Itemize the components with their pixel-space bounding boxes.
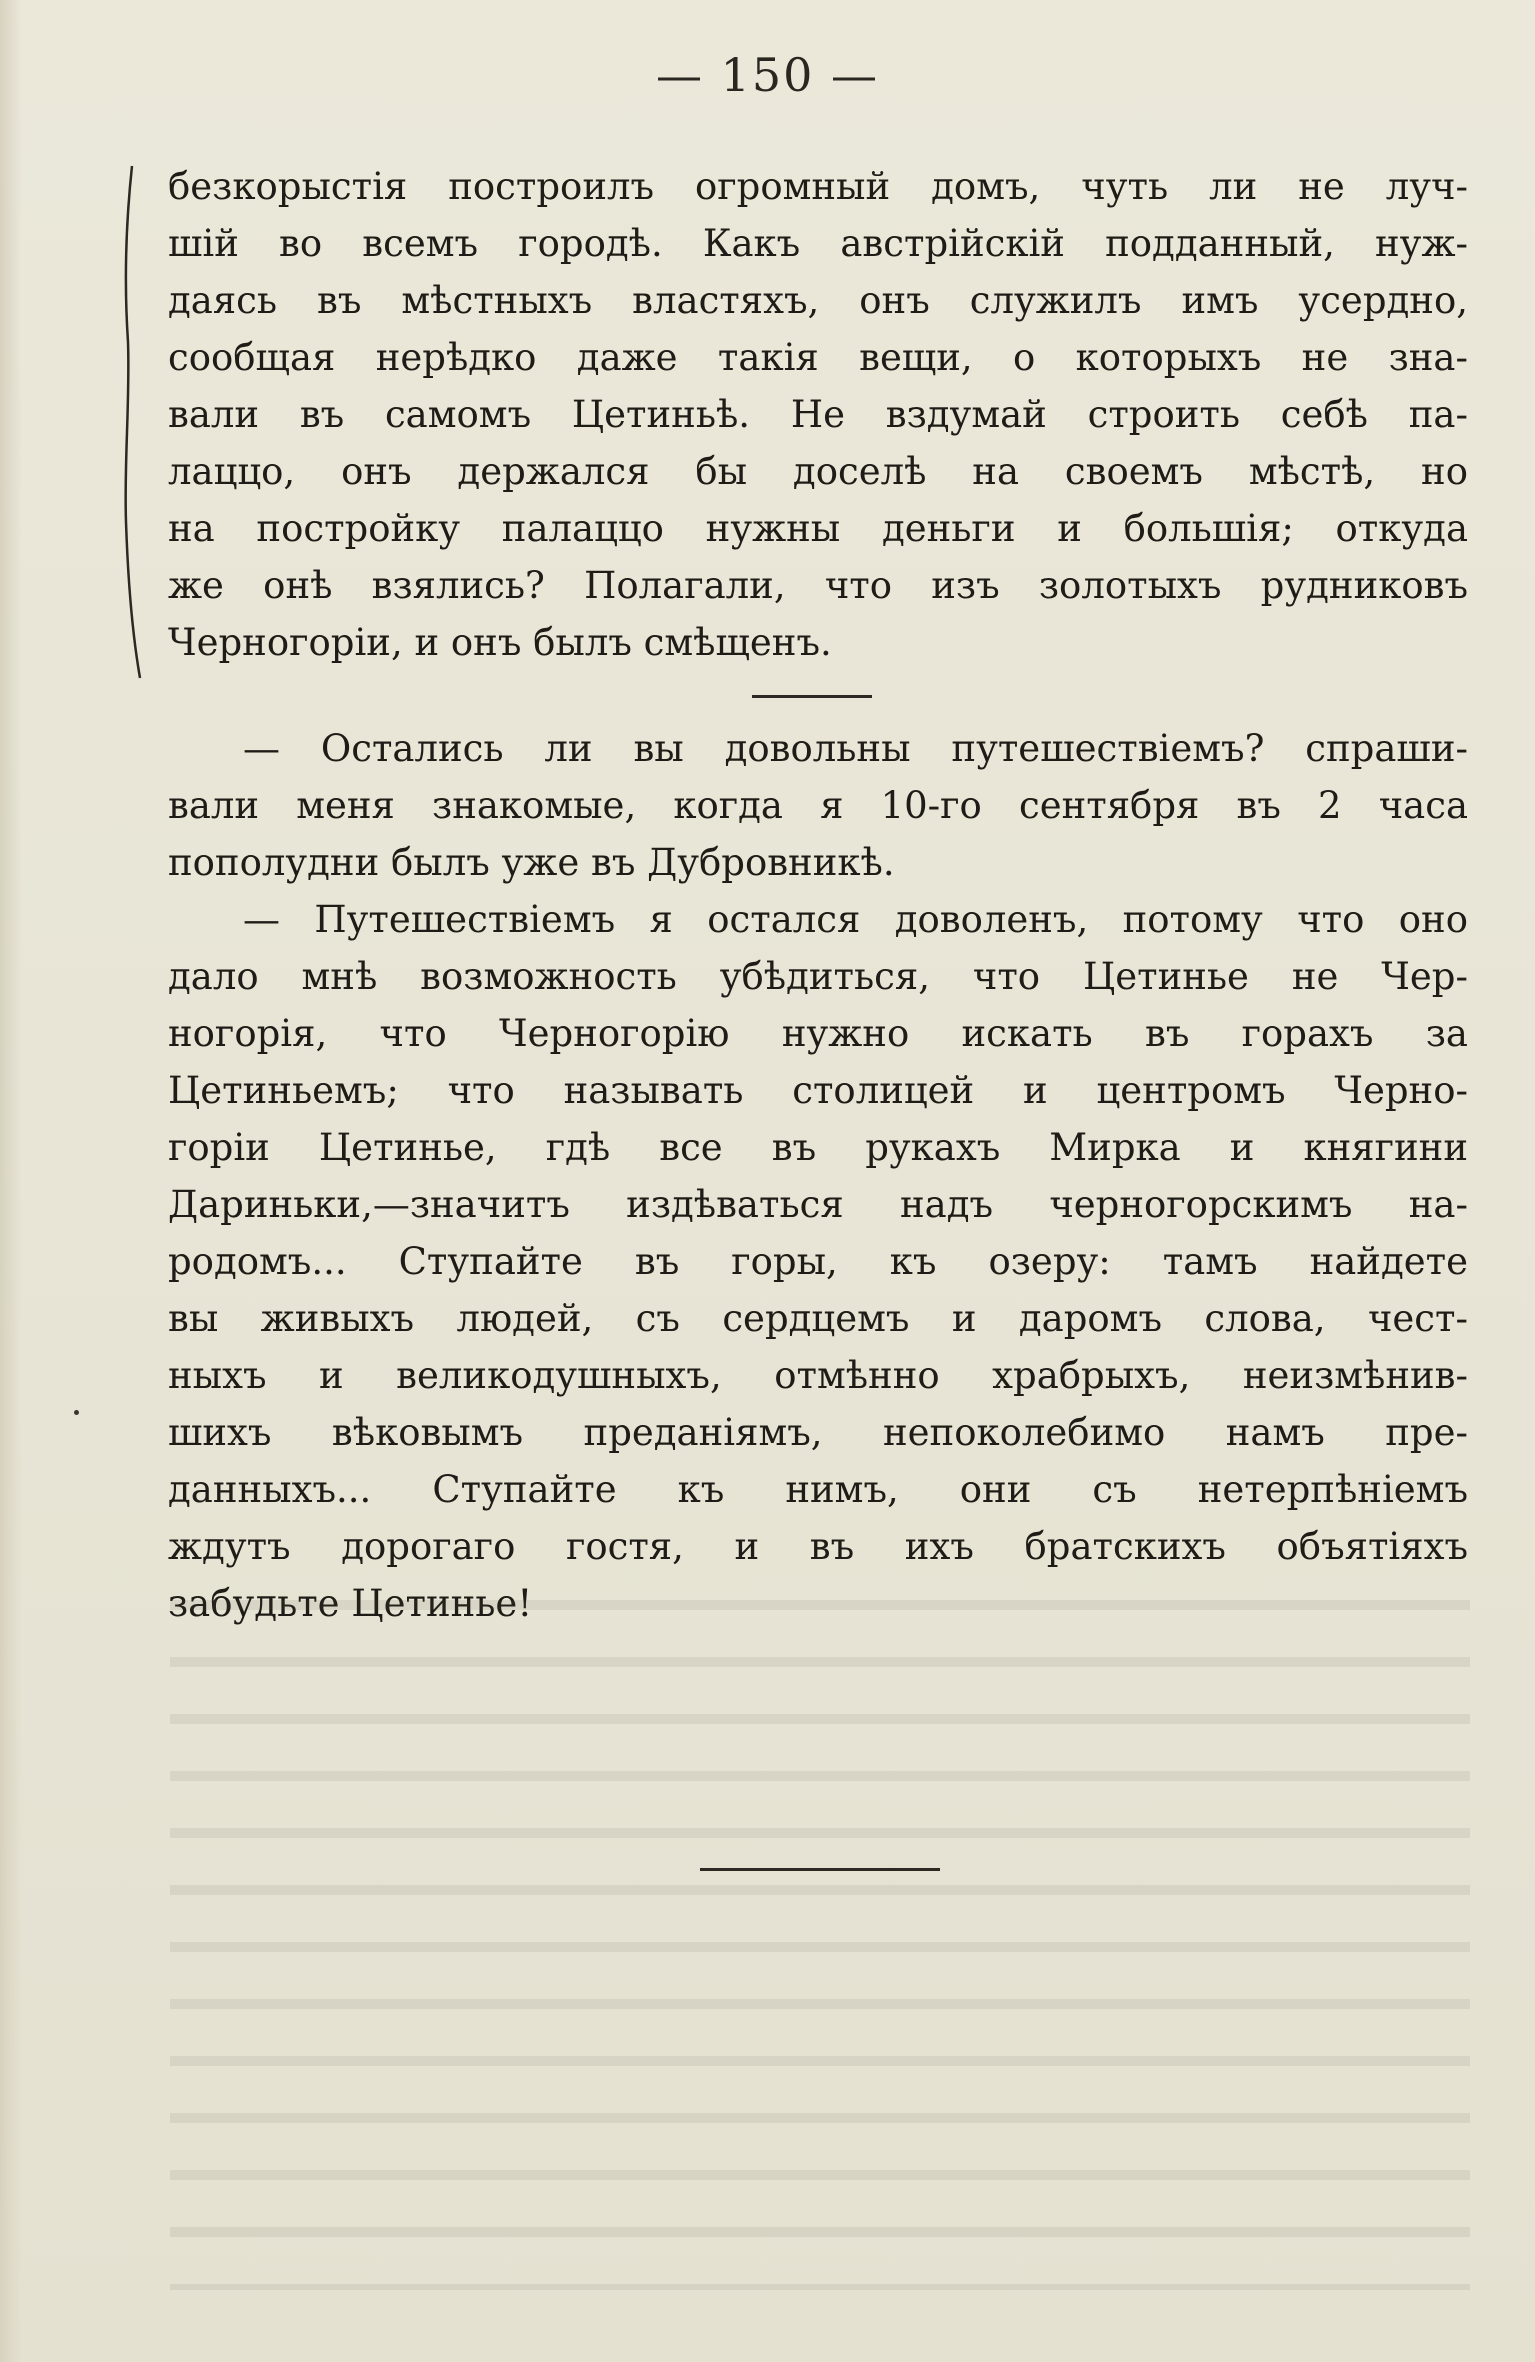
- text-line: безкорыстія построилъ огромный домъ, чуть ли не луч-: [168, 165, 1468, 208]
- text-line: даясь въ мѣстныхъ властяхъ, онъ служилъ имъ усердно,: [168, 279, 1468, 322]
- text-line: дало мнѣ возможность убѣдиться, что Цетинье не Чер-: [168, 955, 1468, 998]
- text-line: — Остались ли вы довольны путешествіемъ? спраши-: [243, 727, 1468, 770]
- text-line: вали въ самомъ Цетиньѣ. Не вздумай строить себѣ па-: [168, 393, 1468, 436]
- text-line: Цетиньемъ; что называть столицей и центромъ Черно-: [168, 1069, 1468, 1112]
- page-number: — 150 —: [655, 48, 880, 102]
- text-line: ждутъ дорогаго гостя, и въ ихъ братскихъ объятіяхъ: [168, 1525, 1468, 1568]
- text-line: вы живыхъ людей, съ сердцемъ и даромъ слова, чест-: [168, 1297, 1468, 1340]
- section-divider: [752, 695, 872, 698]
- text-line: Черногоріи, и онъ былъ смѣщенъ.: [168, 621, 832, 664]
- text-line: ногорія, что Черногорію нужно искать въ горахъ за: [168, 1012, 1468, 1055]
- text-line: пополудни былъ уже въ Дубровникѣ.: [168, 841, 895, 884]
- text-line: вали меня знакомые, когда я 10-го сентября въ 2 часа: [168, 784, 1468, 827]
- text-line: родомъ... Ступайте въ горы, къ озеру: тамъ найдете: [168, 1240, 1468, 1283]
- text-line: сообщая нерѣдко даже такія вещи, о которыхъ не зна-: [168, 336, 1468, 379]
- show-through-text: [170, 1570, 1470, 2290]
- text-line: горіи Цетинье, гдѣ все въ рукахъ Мирка и княгини: [168, 1126, 1468, 1169]
- text-line: шій во всемъ городѣ. Какъ австрійскій подданный, нуж-: [168, 222, 1468, 265]
- paragraph-continued: [168, 158, 1468, 671]
- ink-speck: [74, 1410, 79, 1415]
- margin-pencil-mark: [118, 162, 148, 682]
- text-line: на постройку палаццо нужны деньги и большія; откуда: [168, 507, 1468, 550]
- text-line: данныхъ... Ступайте къ нимъ, они съ нетерпѣніемъ: [168, 1468, 1468, 1511]
- dialogue-section: [168, 720, 1468, 1632]
- text-line: забудьте Цетинье!: [168, 1582, 533, 1625]
- text-line: Дариньки,—значитъ издѣваться надъ черногорскимъ на-: [168, 1183, 1468, 1226]
- page-edge-shadow: [0, 0, 22, 2362]
- text-line: — Путешествіемъ я остался доволенъ, потому что оно: [243, 898, 1468, 941]
- text-line: же онѣ взялись? Полагали, что изъ золотыхъ рудниковъ: [168, 564, 1468, 607]
- text-line: шихъ вѣковымъ преданіямъ, непоколебимо намъ пре-: [168, 1411, 1468, 1454]
- text-line: лаццо, онъ держался бы доселѣ на своемъ мѣстѣ, но: [168, 450, 1468, 493]
- text-line: ныхъ и великодушныхъ, отмѣнно храбрыхъ, неизмѣнив-: [168, 1354, 1468, 1397]
